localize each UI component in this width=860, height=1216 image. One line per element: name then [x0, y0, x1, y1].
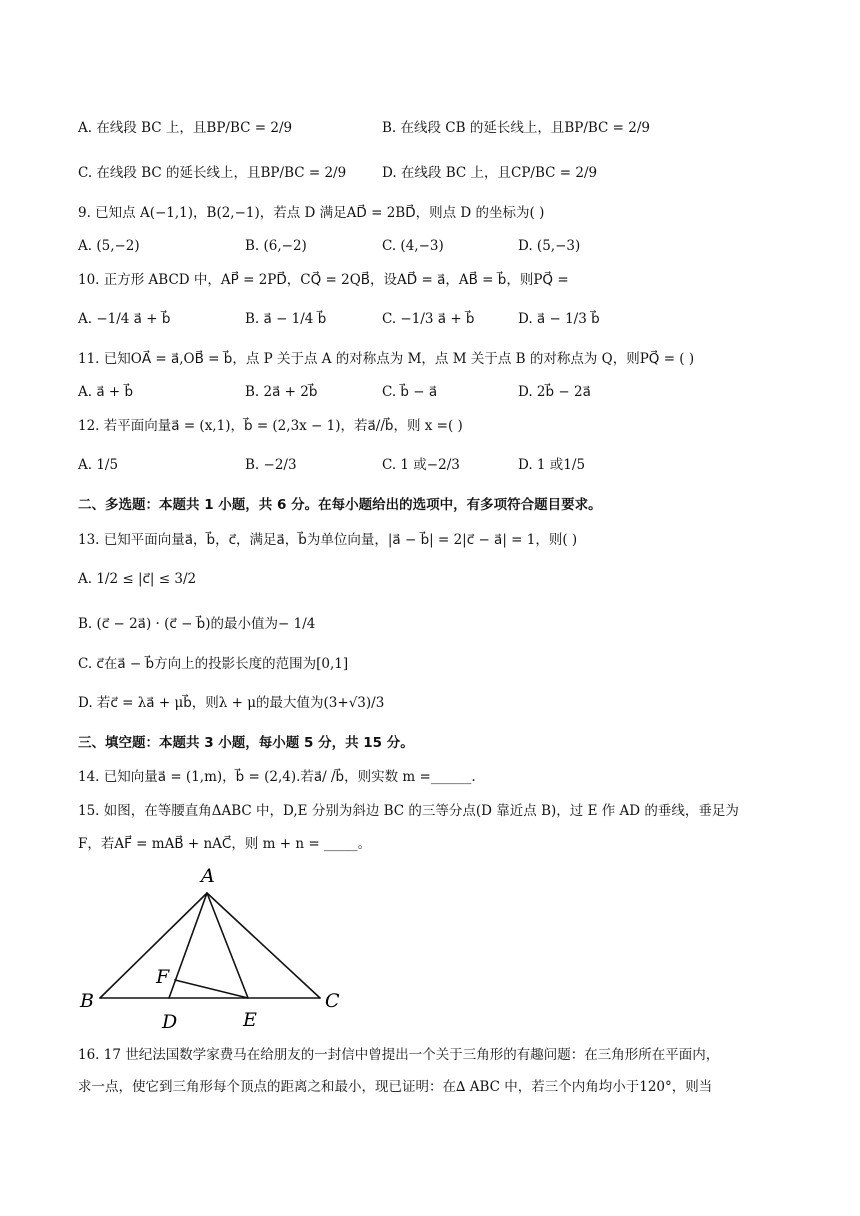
segment-ab — [100, 893, 207, 998]
label-f: F — [156, 966, 170, 988]
q9-option-d: D. (5,−3) — [518, 238, 581, 254]
q11-option-d: D. 2b⃗ − 2a⃗ — [518, 384, 591, 400]
q11-option-c: C. b⃗ − a⃗ — [382, 384, 438, 400]
q11-option-a: A. a⃗ + b⃗ — [78, 384, 134, 400]
q15-stem-line2: F，若AF⃗ = mAB⃗ + nAC⃗，则 m + n = _____。 — [78, 836, 372, 852]
q9-option-c: C. (4,−3) — [382, 238, 444, 254]
q16-stem-line2: 求一点，使它到三角形每个顶点的距离之和最小，现已证明：在∆ ABC 中，若三个内角均小于120°，则当 — [78, 1079, 713, 1095]
q8-option-a: A. 在线段 BC 上，且BP/BC = 2/9 — [78, 120, 293, 136]
q15-stem-line1: 15. 如图，在等腰直角ΔABC 中，D,E 分别为斜边 BC 的三等分点(D 靠近点 B)，过 E 作 AD 的垂线，垂足为 — [78, 803, 739, 819]
q8-option-b: B. 在线段 CB 的延长线上，且BP/BC = 2/9 — [382, 120, 651, 136]
q13-option-d: D. 若c⃗ = λa⃗ + μb⃗，则λ + μ的最大值为(3+√3)/3 — [78, 695, 385, 711]
q12-option-d: D. 1 或1/5 — [518, 457, 586, 473]
q9-option-b: B. (6,−2) — [245, 238, 307, 254]
q12-option-c: C. 1 或−2/3 — [382, 457, 460, 473]
label-b: B — [80, 990, 94, 1012]
q12-option-b: B. −2/3 — [245, 457, 297, 473]
q10-option-d: D. a⃗ − 1/3 b⃗ — [518, 311, 600, 327]
section-fill-blank-heading: 三、填空题：本题共 3 小题，每小题 5 分，共 15 分。 — [78, 735, 414, 751]
q9-option-a: A. (5,−2) — [78, 238, 140, 254]
q10-stem: 10. 正方形 ABCD 中，AP⃗ = 2PD⃗，CQ⃗ = 2QB⃗，设AD⃗ = a⃗，AB⃗ = b⃗，则PQ⃗ = — [78, 272, 569, 288]
q11-option-b: B. 2a⃗ + 2b⃗ — [245, 384, 318, 400]
q8-option-c: C. 在线段 BC 的延长线上，且BP/BC = 2/9 — [78, 165, 347, 181]
triangle-figure — [70, 862, 360, 1032]
label-d: D — [162, 1011, 178, 1032]
q13-option-c: C. c⃗在a⃗ − b⃗方向上的投影长度的范围为[0,1] — [78, 656, 349, 672]
q9-stem: 9. 已知点 A(−1,1)，B(2,−1)，若点 D 满足AD⃗ = 2BD⃗，则点 D 的坐标为( ) — [78, 205, 545, 221]
q10-option-c: C. −1/3 a⃗ + b⃗ — [382, 311, 475, 327]
q10-option-a: A. −1/4 a⃗ + b⃗ — [78, 311, 171, 327]
q11-stem: 11. 已知OA⃗ = a⃗,OB⃗ = b⃗，点 P 关于点 A 的对称点为 M，点 M 关于点 B 的对称点为 Q，则PQ⃗ = ( ) — [78, 351, 695, 367]
segment-ac — [207, 893, 320, 998]
segment-ad — [169, 893, 207, 998]
label-c: C — [325, 990, 340, 1012]
q16-stem-line1: 16. 17 世纪法国数学家费马在给朋友的一封信中曾提出一个关于三角形的有趣问题：在三角形所在平面内， — [78, 1047, 720, 1063]
q14-stem: 14. 已知向量a⃗ = (1,m)，b⃗ = (2,4).若a⃗/ /b⃗，则实数 m =______. — [78, 769, 476, 785]
q12-stem: 12. 若平面向量a⃗ = (x,1)，b⃗ = (2,3x − 1)，若a⃗//b⃗，则 x =( ) — [78, 418, 463, 434]
section-multiple-choice-heading: 二、多选题：本题共 1 小题，共 6 分。在每小题给出的选项中，有多项符合题目要求。 — [78, 497, 602, 513]
label-e: E — [243, 1009, 257, 1031]
q10-option-b: B. a⃗ − 1/4 b⃗ — [245, 311, 327, 327]
label-a: A — [201, 865, 215, 887]
q8-option-d: D. 在线段 BC 上，且CP/BC = 2/9 — [382, 165, 598, 181]
segment-fe — [175, 980, 248, 998]
q12-option-a: A. 1/5 — [78, 457, 119, 473]
q13-stem: 13. 已知平面向量a⃗，b⃗，c⃗，满足a⃗，b⃗为单位向量，|a⃗ − b⃗| = 2|c⃗ − a⃗| = 1，则( ) — [78, 532, 578, 548]
q13-option-a: A. 1/2 ≤ |c⃗| ≤ 3/2 — [78, 571, 197, 587]
segment-ae — [207, 893, 248, 998]
q13-option-b: B. (c⃗ − 2a⃗) · (c⃗ − b⃗)的最小值为− 1/4 — [78, 616, 316, 632]
